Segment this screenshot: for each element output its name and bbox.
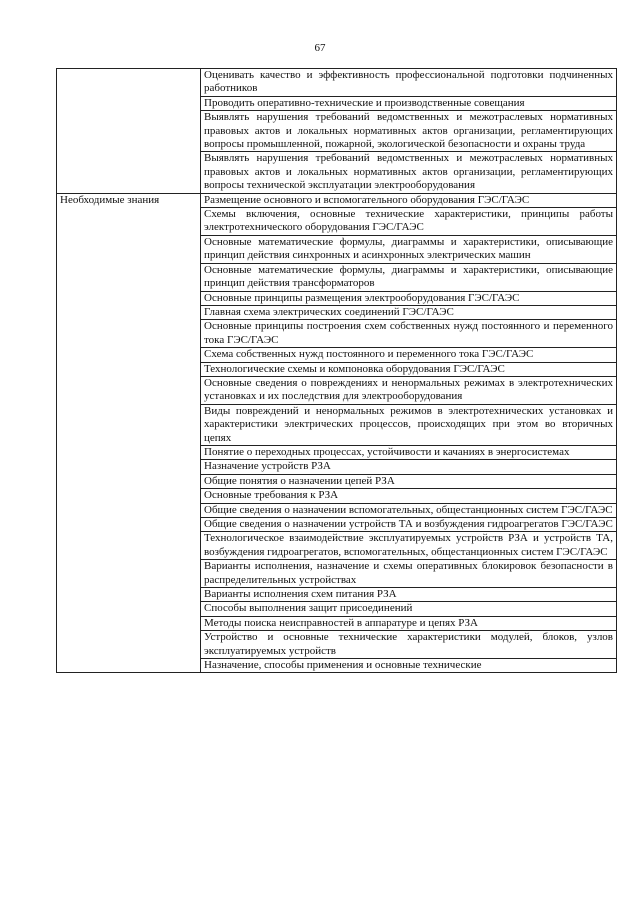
table-cell-item <box>201 474 617 488</box>
item-text: Способы выполнения защит присоединений <box>204 602 413 615</box>
item-text: Технологическое взаимодействие эксплуатируемых устройств РЗА и устройств ТА, возбуждения гидроагрегатов, вспомогательных, общестанционных систем ГЭС/ГАЭС <box>204 532 613 558</box>
item-text: Размещение основного и вспомогательного оборудования ГЭС/ГАЭС <box>204 193 530 206</box>
page-number: 67 <box>314 42 326 54</box>
table-cell-item <box>201 235 617 263</box>
category-cell-knowledge <box>57 193 201 673</box>
category-cell-empty <box>57 69 201 194</box>
item-text: Варианты исполнения схем питания РЗА <box>204 588 397 601</box>
table-cell-item <box>201 602 617 616</box>
table-cell-item <box>201 208 617 236</box>
table-cell-item <box>201 362 617 376</box>
table-cell-item <box>201 631 617 659</box>
item-text: Схемы включения, основные технические характеристики, принципы работы электротехнического оборудования ГЭС/ГАЭС <box>204 208 613 234</box>
table-cell-item <box>201 503 617 517</box>
table-cell-item <box>201 518 617 532</box>
requirements-table-body <box>57 69 617 673</box>
item-text: Виды повреждений и ненормальных режимов в электротехнических установках и характеристики электрических процессов, происходящих при этом во вторичных цепях <box>204 404 613 444</box>
table-cell-item <box>201 320 617 348</box>
table-cell-item <box>201 348 617 362</box>
item-text: Основные сведения о повреждениях и ненормальных режимах в электротехнических установках и их последствия для электрооборудования <box>204 376 613 403</box>
table-cell-item <box>201 193 617 207</box>
item-text: Основные математические формулы, диаграммы и характеристики, описывающие принцип действия синхронных и асинхронных электрических машин <box>204 235 613 262</box>
table-cell-item <box>201 291 617 305</box>
table-cell-item <box>201 588 617 602</box>
item-text: Варианты исполнения, назначение и схемы оперативных блокировок безопасности в распределительных устройствах <box>204 560 613 586</box>
table-cell-item <box>201 659 617 673</box>
table-cell-item <box>201 532 617 560</box>
item-text: Назначение устройств РЗА <box>204 460 331 473</box>
item-text: Понятие о переходных процессах, устойчивости и качаниях в энергосистемах <box>204 445 570 458</box>
table-cell-item <box>201 616 617 630</box>
category-label: Необходимые знания <box>60 193 160 206</box>
table-cell-item <box>201 560 617 588</box>
item-text: Проводить оперативно-технические и производственные совещания <box>204 96 525 109</box>
table-row <box>57 193 617 207</box>
table-cell-item <box>201 69 617 97</box>
table-cell-item <box>201 489 617 503</box>
table-cell-item <box>201 152 617 193</box>
item-text: Выявлять нарушения требований ведомственных и межотраслевых нормативных правовых актов и локальных нормативных актов организации, регламентирующих вопросы промышленной, пожарной, экологической безопасности и охраны труда <box>204 111 613 151</box>
item-text: Главная схема электрических соединений ГЭС/ГАЭС <box>204 305 454 318</box>
table-cell-item <box>201 404 617 445</box>
item-text: Устройство и основные технические характеристики модулей, блоков, узлов эксплуатируемых устройств <box>204 631 613 657</box>
item-text: Общие понятия о назначении цепей РЗА <box>204 474 395 487</box>
item-text: Основные математические формулы, диаграммы и характеристики, описывающие принцип действия трансформаторов <box>204 263 613 290</box>
item-text: Общие сведения о назначении вспомогательных, общестанционных систем ГЭС/ГАЭС <box>204 503 613 516</box>
item-text: Общие сведения о назначении устройств ТА и возбуждения гидроагрегатов ГЭС/ГАЭС <box>204 518 613 530</box>
table-cell-item <box>201 111 617 152</box>
table-cell-item <box>201 96 617 110</box>
table-cell-item <box>201 305 617 319</box>
table-row <box>57 69 617 97</box>
item-text: Методы поиска неисправностей в аппаратуре и цепях РЗА <box>204 616 478 629</box>
item-text: Основные принципы размещения электрооборудования ГЭС/ГАЭС <box>204 291 520 304</box>
item-text: Основные требования к РЗА <box>204 489 339 502</box>
table-cell-item <box>201 445 617 459</box>
item-text: Основные принципы построения схем собственных нужд постоянного и переменного тока ГЭС/ГАЭС <box>204 320 613 346</box>
item-text: Выявлять нарушения требований ведомственных и межотраслевых нормативных правовых актов и локальных нормативных актов организации, регламентирующих вопросы технической эксплуатации электрооборудования <box>204 152 613 192</box>
table-cell-item <box>201 460 617 474</box>
item-text: Схема собственных нужд постоянного и переменного тока ГЭС/ГАЭС <box>204 348 534 361</box>
table-cell-item <box>201 263 617 291</box>
item-text: Технологические схемы и компоновка оборудования ГЭС/ГАЭС <box>204 362 505 375</box>
table-cell-item <box>201 376 617 404</box>
item-text: Назначение, способы применения и основные технические <box>204 659 482 672</box>
requirements-table <box>56 68 617 673</box>
item-text: Оценивать качество и эффективность профессиональной подготовки подчиненных работников <box>204 69 613 95</box>
